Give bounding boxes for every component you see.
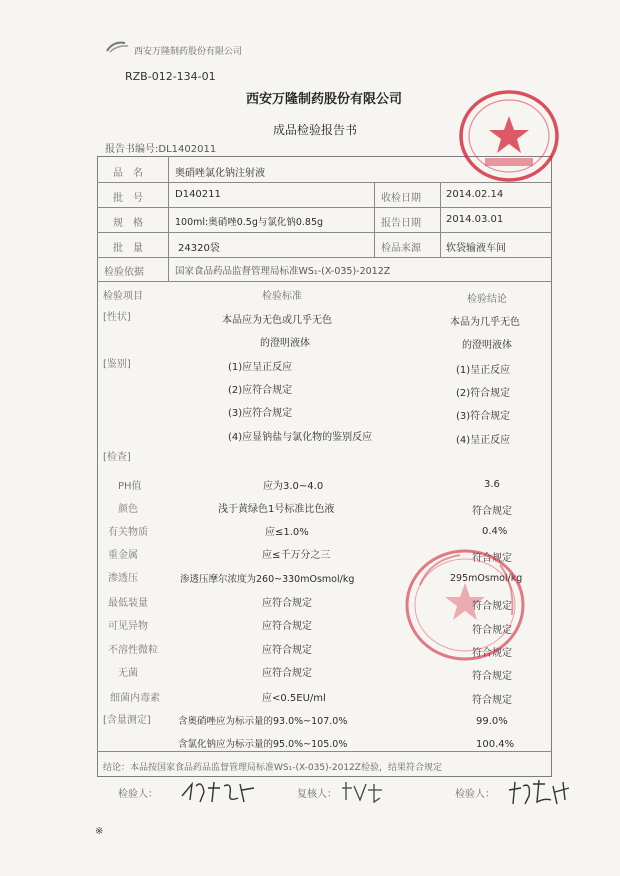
reviewer-signature-icon <box>338 780 388 804</box>
rule-row-3 <box>97 232 552 233</box>
spec-label: 规 格 <box>113 218 143 229</box>
check-item: 细菌内毒素 <box>110 693 160 704</box>
identification-result-3: (3)符合规定 <box>456 411 511 422</box>
identification-standard-4: (4)应显钠盐与氯化物的鉴别反应 <box>228 432 373 443</box>
product-label: 品 名 <box>113 168 143 179</box>
check-result: 符合规定 <box>472 671 512 682</box>
identification-standard-1: (1)应呈正反应 <box>228 362 293 373</box>
source-label: 检品来源 <box>381 243 421 254</box>
check-standard: 应≤千万分之三 <box>262 550 331 561</box>
check-standard: 应<0.5EU/ml <box>262 693 326 704</box>
company-logo-icon <box>105 40 131 54</box>
check-item: 不溶性微粒 <box>108 645 158 656</box>
check-standard: 应符合规定 <box>262 645 312 656</box>
quantity-label: 批 量 <box>113 243 143 254</box>
col-header-standard: 检验标准 <box>262 291 302 302</box>
check-item: 渗透压 <box>108 573 138 584</box>
identification-result-1: (1)呈正反应 <box>456 365 511 376</box>
quantity-value: 24320袋 <box>178 243 220 254</box>
reviewer-label: 复核人： <box>297 789 337 800</box>
appearance-standard-1: 本品应为无色或几乎无色 <box>222 315 332 326</box>
rule-col-mid-value <box>440 182 441 257</box>
inspector-signature-icon <box>178 778 258 806</box>
identification-section: [鉴别] <box>103 359 131 370</box>
check-result: 符合规定 <box>472 648 512 659</box>
col-header-result: 检验结论 <box>467 294 507 305</box>
inspector-label: 检验人： <box>118 789 158 800</box>
check-result: 0.4% <box>482 526 508 537</box>
check-item: 有关物质 <box>108 527 148 538</box>
report-number: 报告书编号:DL1402011 <box>105 144 217 155</box>
check-result: 符合规定 <box>472 601 512 612</box>
header-company-small: 西安万隆制药股份有限公司 <box>134 47 243 57</box>
appearance-standard-2: 的澄明液体 <box>260 338 310 349</box>
assay-result-2: 100.4% <box>476 739 515 750</box>
batch-label: 批 号 <box>113 193 143 204</box>
identification-standard-3: (3)应符合规定 <box>228 408 293 419</box>
assay-standard-1: 含奥硝唑应为标示量的93.0%~107.0% <box>178 716 348 727</box>
check-item: 最低装量 <box>108 598 148 609</box>
rule-col-label <box>168 156 169 281</box>
doc-code: RZB-012-134-01 <box>125 70 216 83</box>
rule-conclusion <box>97 751 552 752</box>
company-title: 西安万隆制药股份有限公司 <box>246 92 403 107</box>
check-standard: 应符合规定 <box>262 621 312 632</box>
identification-standard-2: (2)应符合规定 <box>228 385 293 396</box>
check-result: 符合规定 <box>472 625 512 636</box>
check-standard: 应符合规定 <box>262 598 312 609</box>
check-standard: 应符合规定 <box>262 668 312 679</box>
company-seal-stamp <box>455 86 563 186</box>
approver-signature-icon <box>505 778 575 808</box>
corner-mark-icon: ※ <box>95 826 104 837</box>
conclusion: 结论：本品按国家食品药品监督管理局标准WS₁-(X-035)-2012Z检验，结果符合规定 <box>103 763 442 773</box>
assay-standard-2: 含氯化钠应为标示量的95.0%~105.0% <box>178 739 348 750</box>
assay-result-1: 99.0% <box>476 716 508 727</box>
col-header-item: 检验项目 <box>103 291 143 302</box>
check-result: 符合规定 <box>472 553 512 564</box>
check-item: 颜色 <box>118 504 138 515</box>
report-title: 成品检验报告书 <box>273 123 358 137</box>
quality-control-stamp <box>400 545 530 665</box>
appearance-result-2: 的澄明液体 <box>462 340 512 351</box>
check-item: PH值 <box>118 481 142 492</box>
check-item: 重金属 <box>108 550 138 561</box>
product-value: 奥硝唑氯化钠注射液 <box>175 168 265 179</box>
rule-row-5 <box>97 281 552 282</box>
report-date-value: 2014.03.01 <box>446 214 504 225</box>
rule-row-2 <box>97 207 552 208</box>
identification-result-4: (4)呈正反应 <box>456 435 511 446</box>
check-result: 295mOsmol/kg <box>450 573 523 584</box>
check-result: 符合规定 <box>472 506 512 517</box>
check-standard: 应≤1.0% <box>265 527 309 538</box>
spec-value: 100ml:奥硝唑0.5g与氯化钠0.85g <box>175 217 324 228</box>
check-result: 3.6 <box>484 479 500 490</box>
check-standard: 应为3.0~4.0 <box>263 481 324 492</box>
basis-label: 检验依据 <box>104 267 144 278</box>
report-date-label: 报告日期 <box>381 218 421 229</box>
check-section: [检查] <box>103 452 131 463</box>
receive-date-label: 收检日期 <box>381 193 421 204</box>
check-result: 符合规定 <box>472 695 512 706</box>
rule-col-mid-label <box>374 182 375 257</box>
assay-label: [含量测定] <box>103 715 151 726</box>
check-standard: 浅于黄绿色1号标准比色液 <box>218 504 335 515</box>
check-item: 无菌 <box>118 668 138 679</box>
batch-value: D140211 <box>175 189 221 200</box>
check-standard: 渗透压摩尔浓度为260~330mOsmol/kg <box>180 574 355 585</box>
source-value: 软袋输液车间 <box>446 243 506 254</box>
rule-row-4 <box>97 257 552 258</box>
check-item: 可见异物 <box>108 621 148 632</box>
appearance-result-1: 本品为几乎无色 <box>450 317 520 328</box>
appearance-section: [性状] <box>103 312 131 323</box>
identification-result-2: (2)符合规定 <box>456 388 511 399</box>
approver-label: 检验人： <box>455 789 495 800</box>
basis-value: 国家食品药品监督管理局标准WS₁-(X-035)-2012Z <box>175 266 391 277</box>
receive-date-value: 2014.02.14 <box>446 189 504 200</box>
